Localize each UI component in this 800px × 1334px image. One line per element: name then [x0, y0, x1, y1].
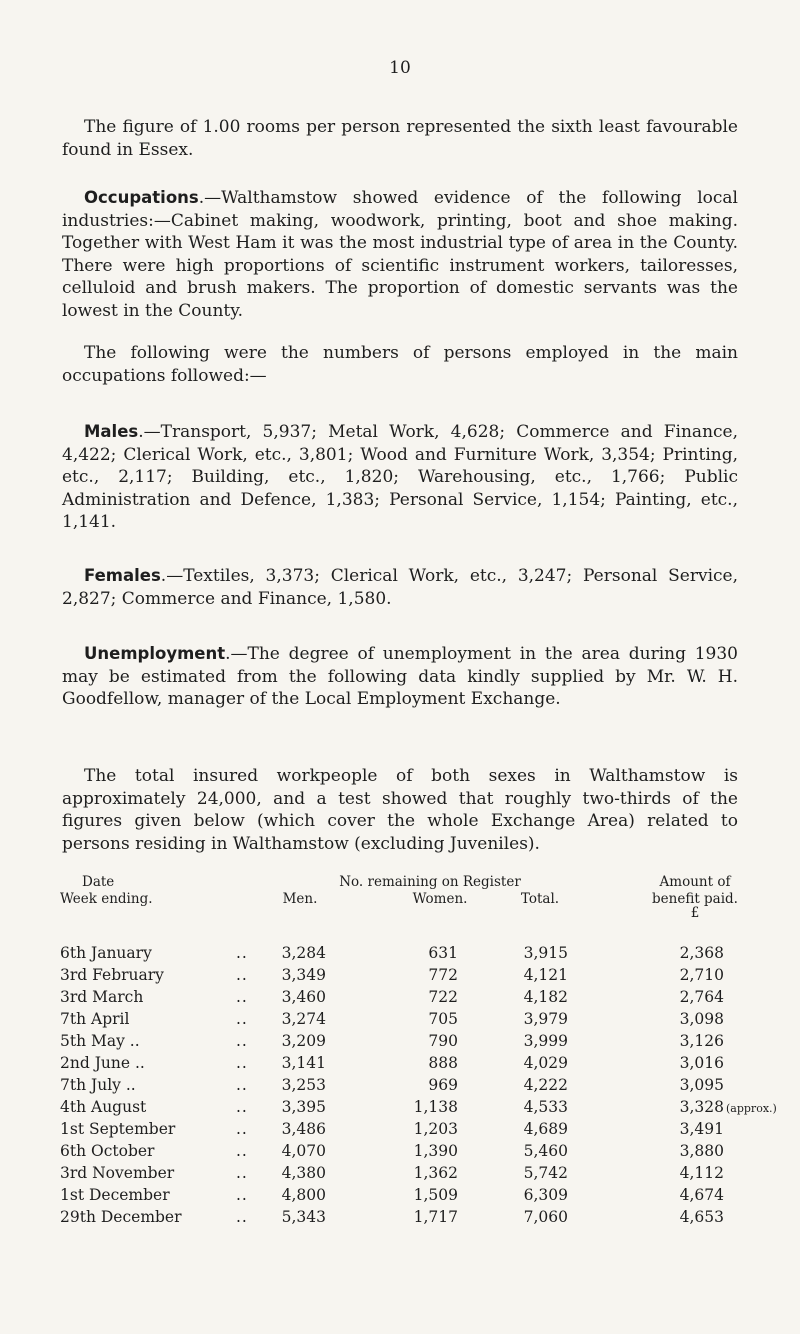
men-cell: 4,800 — [281, 1186, 326, 1204]
men-cell: 4,070 — [281, 1142, 326, 1160]
table-row — [0, 1186, 800, 1208]
intro-paragraph: The figure of 1.00 rooms per person represented the sixth least favourable found in Essex. — [62, 117, 738, 160]
unemployment-heading: Unemployment — [84, 644, 226, 663]
table-row — [0, 1076, 800, 1098]
amount-header: Amount of — [659, 874, 731, 890]
total-cell: 4,533 — [523, 1098, 568, 1116]
leader-dots: .. — [236, 1076, 248, 1094]
total-cell: 4,182 — [523, 988, 568, 1006]
date-cell: 7th July .. — [60, 1076, 136, 1094]
date-cell: 4th August — [60, 1098, 147, 1116]
unemployment-text: .—The degree of unemployment in the area during 1930 may be estimated from the following data kindly supplied by Mr. W. H. Goodfellow, manager of the Local Employment Exchange. — [62, 644, 738, 709]
amount-cell: 3,016 — [679, 1054, 724, 1072]
table-row — [0, 1098, 800, 1120]
leader-dots: .. — [236, 1142, 248, 1160]
leader-dots: .. — [236, 1010, 248, 1028]
leader-dots: .. — [236, 1164, 248, 1182]
women-cell: 705 — [428, 1010, 458, 1028]
total-cell: 5,742 — [523, 1164, 568, 1182]
men-cell: 3,284 — [281, 944, 326, 962]
table-row — [0, 944, 800, 966]
unemployment-paragraph — [62, 643, 738, 711]
leader-dots: .. — [236, 966, 248, 984]
women-cell: 969 — [428, 1076, 458, 1094]
amount-cell: 2,368 — [679, 944, 724, 962]
date-cell: 1st December — [60, 1186, 170, 1204]
total-cell: 4,029 — [523, 1054, 568, 1072]
date-header: Date — [82, 874, 115, 890]
table-row — [0, 988, 800, 1010]
employed-intro-paragraph: The following were the numbers of persons employed in the main occupations followed:— — [62, 343, 738, 386]
men-cell: 3,274 — [281, 1010, 326, 1028]
date-cell: 29th December — [60, 1208, 182, 1226]
page-number: 10 — [389, 58, 411, 78]
men-cell: 3,209 — [281, 1032, 326, 1050]
amount-cell: 4,653 — [679, 1208, 724, 1226]
date-subheader: Week ending. — [60, 891, 153, 907]
total-cell: 4,689 — [523, 1120, 568, 1138]
women-cell: 1,362 — [413, 1164, 458, 1182]
occupations-heading: Occupations — [84, 188, 199, 207]
total-cell: 3,979 — [523, 1010, 568, 1028]
women-cell: 772 — [428, 966, 458, 984]
females-text: .—Textiles, 3,373; Clerical Work, etc., 3,247; Personal Service, 2,827; Commerce and Finance, 1,580. — [62, 566, 738, 609]
currency-label: £ — [690, 905, 700, 921]
total-cell: 7,060 — [523, 1208, 568, 1226]
women-cell: 1,509 — [413, 1186, 458, 1204]
females-paragraph — [62, 565, 738, 610]
men-header: Men. — [282, 891, 318, 907]
men-cell: 5,343 — [281, 1208, 326, 1226]
men-cell: 3,460 — [281, 988, 326, 1006]
amount-cell: 3,098 — [679, 1010, 724, 1028]
amount-cell: 4,112 — [679, 1164, 724, 1182]
women-cell: 631 — [428, 944, 458, 962]
males-heading: Males — [84, 422, 139, 441]
women-cell: 1,717 — [413, 1208, 458, 1226]
leader-dots: .. — [236, 988, 248, 1006]
leader-dots: .. — [236, 944, 248, 962]
total-cell: 6,309 — [523, 1186, 568, 1204]
women-cell: 888 — [428, 1054, 458, 1072]
men-cell: 3,141 — [281, 1054, 326, 1072]
women-cell: 1,138 — [413, 1098, 458, 1116]
date-cell: 5th May .. — [60, 1032, 140, 1050]
men-cell: 3,486 — [281, 1120, 326, 1138]
total-cell: 3,999 — [523, 1032, 568, 1050]
amount-cell: 2,764 — [679, 988, 724, 1006]
amount-cell: 3,126 — [679, 1032, 724, 1050]
table-row — [0, 1164, 800, 1186]
table-row — [0, 1054, 800, 1076]
females-heading: Females — [84, 566, 161, 585]
date-cell: 6th January — [60, 944, 152, 962]
total-cell: 5,460 — [523, 1142, 568, 1160]
women-cell: 722 — [428, 988, 458, 1006]
women-cell: 1,390 — [413, 1142, 458, 1160]
amount-cell: 3,095 — [679, 1076, 724, 1094]
table-row — [0, 1120, 800, 1142]
women-cell: 1,203 — [413, 1120, 458, 1138]
leader-dots: .. — [236, 1098, 248, 1116]
leader-dots: .. — [236, 1208, 248, 1226]
women-header: Women. — [412, 891, 468, 907]
total-cell: 4,121 — [523, 966, 568, 984]
leader-dots: .. — [236, 1032, 248, 1050]
date-cell: 6th October — [60, 1142, 155, 1160]
amount-subheader: benefit paid. — [652, 891, 738, 907]
table-row — [0, 1010, 800, 1032]
men-cell: 3,253 — [281, 1076, 326, 1094]
amount-cell: 2,710 — [679, 966, 724, 984]
total-cell: 3,915 — [523, 944, 568, 962]
leader-dots: .. — [236, 1186, 248, 1204]
women-cell: 790 — [428, 1032, 458, 1050]
total-cell: 4,222 — [523, 1076, 568, 1094]
date-cell: 3rd November — [60, 1164, 175, 1182]
table-row — [0, 1032, 800, 1054]
men-cell: 3,395 — [281, 1098, 326, 1116]
amount-cell: 3,880 — [679, 1142, 724, 1160]
date-cell: 7th April — [60, 1010, 130, 1028]
men-cell: 4,380 — [281, 1164, 326, 1182]
table-row — [0, 966, 800, 988]
table-row — [0, 1142, 800, 1164]
insured-paragraph: The total insured workpeople of both sexes in Walthamstow is approximately 24,000, and a test showed that roughly two-thirds of the figures given below (which cover the whole Exchange Area) related to persons residing in Walthamstow (excluding Juveniles). — [62, 766, 738, 854]
occupations-paragraph — [62, 187, 738, 322]
amount-cell: 3,491 — [679, 1120, 724, 1138]
amount-cell: 4,674 — [679, 1186, 724, 1204]
total-header: Total. — [520, 891, 560, 907]
males-paragraph — [62, 421, 738, 534]
register-header: No. remaining on Register — [339, 874, 521, 890]
approx-note: (approx.) — [726, 1102, 777, 1115]
amount-cell: 3,328 — [679, 1098, 724, 1116]
date-cell: 2nd June .. — [60, 1054, 145, 1072]
men-cell: 3,349 — [281, 966, 326, 984]
leader-dots: .. — [236, 1120, 248, 1138]
date-cell: 1st September — [60, 1120, 176, 1138]
table-row — [0, 1208, 800, 1230]
leader-dots: .. — [236, 1054, 248, 1072]
males-text: .—Transport, 5,937; Metal Work, 4,628; Commerce and Finance, 4,422; Clerical Work, etc., 3,801; Wood and Furniture Work, 3,354; Printing, etc., 2,117; Building, etc., 1,820; Warehousing, etc., 1,766; Public Administration and Defence, 1,383; Personal Service, 1,154; Painting, etc., 1,141. — [62, 422, 738, 532]
date-cell: 3rd February — [60, 966, 164, 984]
occupations-text: .—Walthamstow showed evidence of the following local industries:—Cabinet making, woodwork, printing, boot and shoe making. Together with West Ham it was the most industrial type of area in the County. There were high proportions of scientific instrument workers, tailoresses, celluloid and brush makers. The proportion of domestic servants was the lowest in the County. — [62, 188, 738, 321]
date-cell: 3rd March — [60, 988, 144, 1006]
